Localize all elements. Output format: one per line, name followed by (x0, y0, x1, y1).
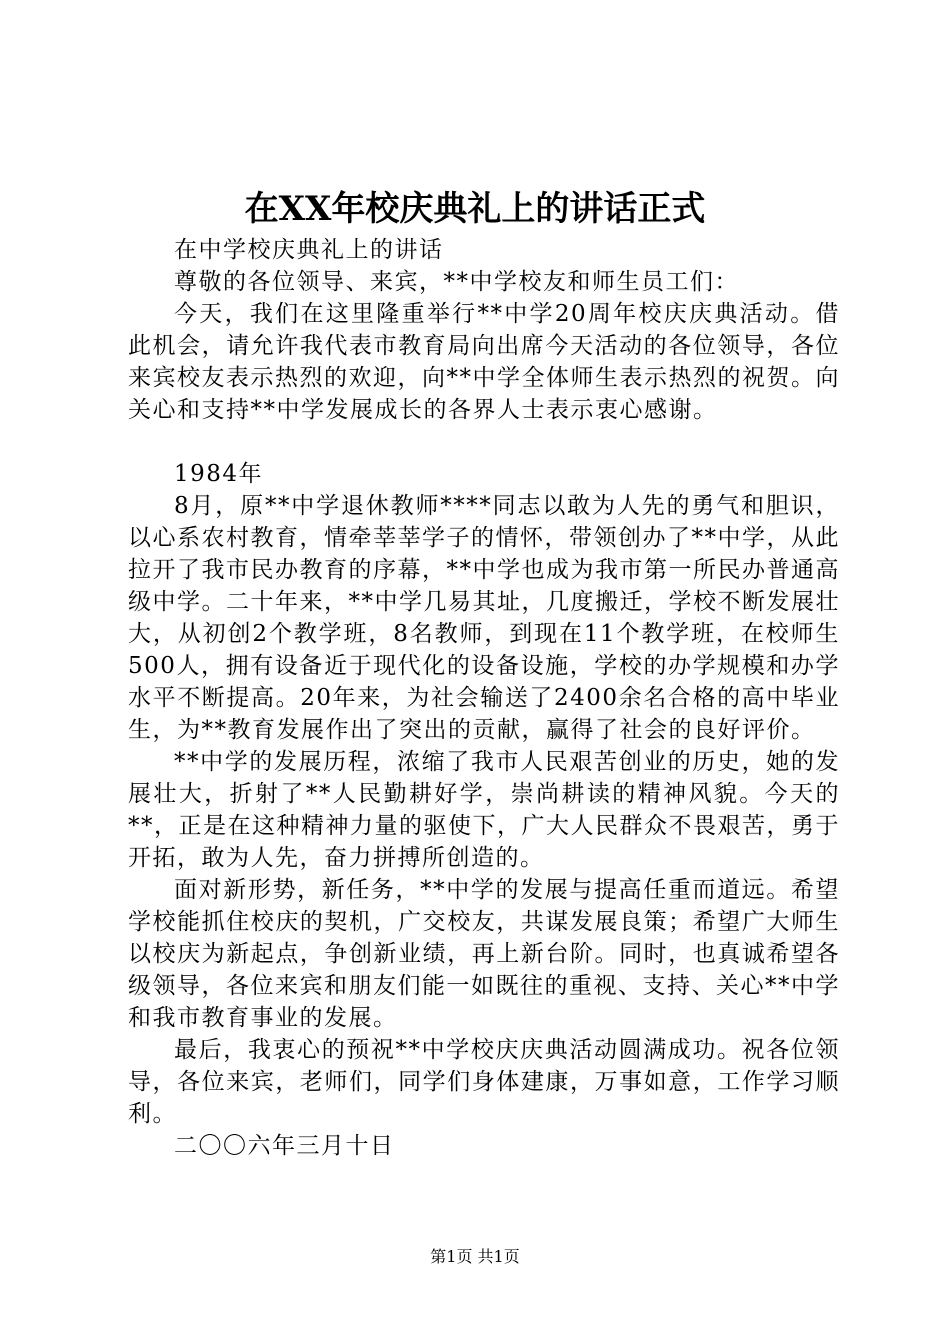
document-body (128, 234, 840, 1162)
salutation: 尊敬的各位领导、来宾，**中学校友和师生员工们： (174, 269, 739, 295)
page-footer: 第1页 共1页 (430, 1247, 520, 1266)
paragraph-closing: 最后，我衷心的预祝**中学校庆庆典活动圆满成功。祝各位领导，各位来宾，老师们，同学们身体建康，万事如意，工作学习顺利。 (128, 1037, 840, 1127)
paragraph-spirit: **中学的发展历程，浓缩了我市人民艰苦创业的历史，她的发展壮大，折射了**人民勤耕好学，崇尚耕读的精神风貌。今天的**，正是在这种精神力量的驱使下，广大人民群众不畏艰苦，勇于开拓，敢为人先，奋力拼搏所创造的。 (128, 749, 840, 871)
paragraph-opening: 今天，我们在这里隆重举行**中学20周年校庆庆典活动。借此机会，请允许我代表市教育局向出席今天活动的各位领导，各位来宾校友表示热烈的欢迎，向**中学全体师生表示热烈的祝贺。向关心和支持**中学发展成长的各界人士表示衷心感谢。 (128, 301, 840, 423)
document-date: 二〇〇六年三月十日 (174, 1133, 395, 1159)
paragraph-year: 1984年 (174, 461, 264, 487)
blank-line (128, 426, 840, 458)
paragraph-history: 8月，原**中学退休教师****同志以敢为人先的勇气和胆识，以心系农村教育，情牵莘莘学子的情怀，带领创办了**中学，从此拉开了我市民办教育的序幕，**中学也成为我市第一所民办普通高级中学。二十年来，**中学几易其址，几度搬迁，学校不断发展壮大，从初创2个教学班，8名教师，到现在11个教学班，在校师生500人，拥有设备近于现代化的设备设施，学校的办学规模和办学水平不断提高。20年来，为社会输送了2400余名合格的高中毕业生，为**教育发展作出了突出的贡献，赢得了社会的良好评价。 (128, 493, 840, 743)
speech-heading: 在中学校庆典礼上的讲话 (174, 237, 444, 263)
paragraph-hopes: 面对新形势，新任务，**中学的发展与提高任重而道远。希望学校能抓住校庆的契机，广交校友，共谋发展良策；希望广大师生以校庆为新起点，争创新业绩，再上新台阶。同时，也真诚希望各级领导，各位来宾和朋友们能一如既往的重视、支持、关心**中学和我市教育事业的发展。 (128, 877, 840, 1031)
document-title: 在XX年校庆典礼上的讲话正式 (244, 189, 706, 229)
